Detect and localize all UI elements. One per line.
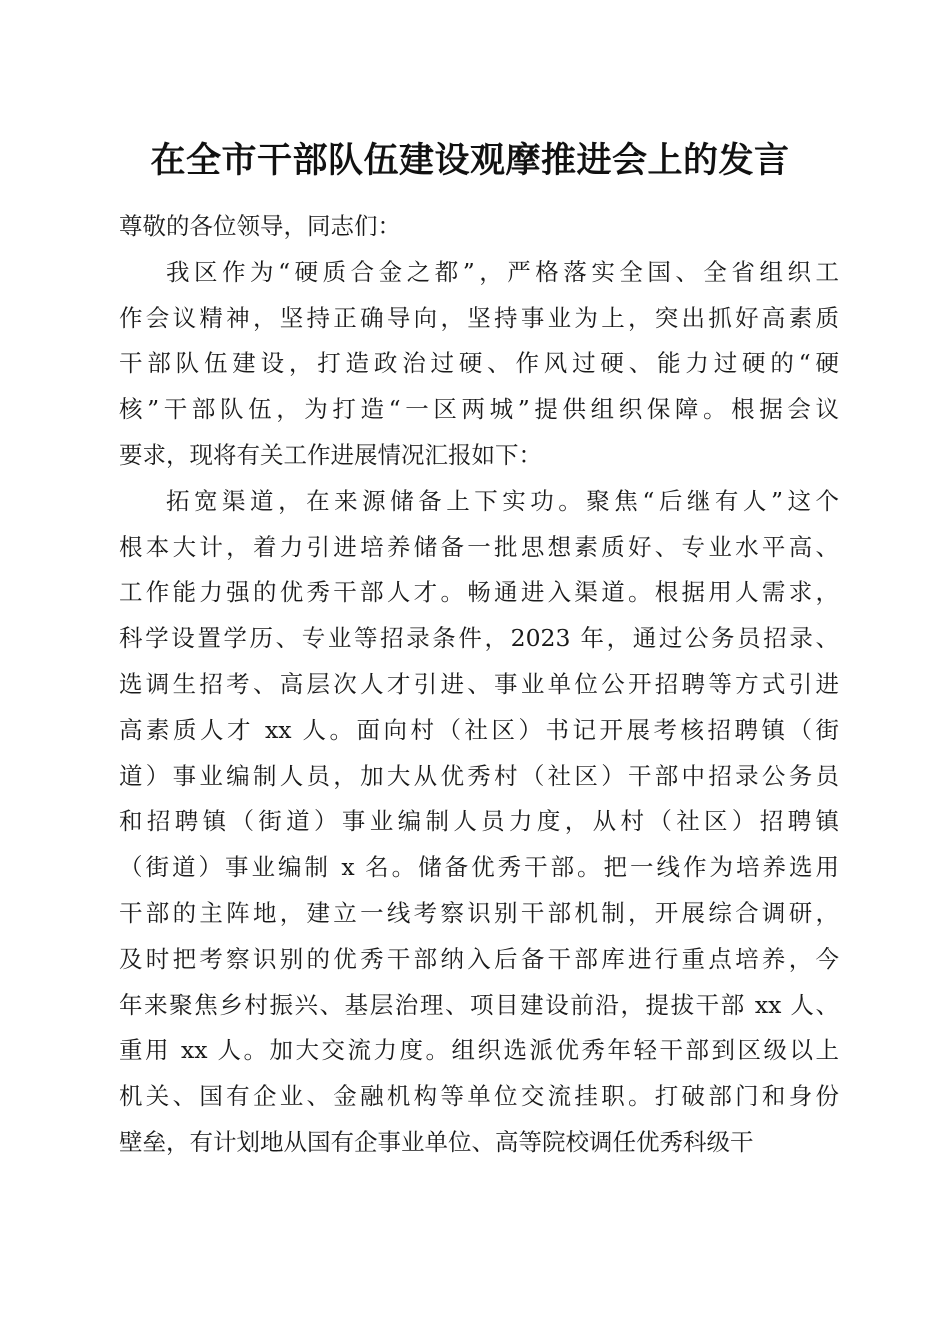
paragraph-line: 科学设置学历、专业等招录条件，2023 年，通过公务员招录、 <box>119 624 839 653</box>
paragraph-line: 我区作为“硬质合金之都”，严格落实全国、全省组织工 <box>166 257 839 286</box>
paragraph-line: 高素质人才 xx 人。面向村（社区）书记开展考核招聘镇（街 <box>119 715 839 744</box>
paragraph-line: （街道）事业编制 x 名。储备优秀干部。把一线作为培养选用 <box>119 853 839 882</box>
paragraph-line: 选调生招考、高层次人才引进、事业单位公开招聘等方式引进 <box>119 669 839 698</box>
paragraph-line: 机关、国有企业、金融机构等单位交流挂职。打破部门和身份 <box>119 1082 839 1111</box>
paragraph-line: 干部队伍建设，打造政治过硬、作风过硬、能力过硬的“硬 <box>119 349 839 378</box>
paragraph-line: 壁垒，有计划地从国有企事业单位、高等院校调任优秀科级干 <box>119 1127 754 1156</box>
paragraph-line: 重用 xx 人。加大交流力度。组织选派优秀年轻干部到区级以上 <box>119 1036 839 1065</box>
paragraph-line: 核”干部队伍，为打造“一区两城”提供组织保障。根据会议 <box>119 395 839 424</box>
paragraph-line: 及时把考察识别的优秀干部纳入后备干部库进行重点培养，今 <box>119 944 839 973</box>
document-title: 在全市干部队伍建设观摩推进会上的发言 <box>150 140 790 181</box>
paragraph-line: 道）事业编制人员，加大从优秀村（社区）干部中招录公务员 <box>119 761 839 790</box>
paragraph-line: 干部的主阵地，建立一线考察识别干部机制，开展综合调研， <box>119 898 839 927</box>
paragraph-line: 根本大计，着力引进培养储备一批思想素质好、专业水平高、 <box>119 532 839 561</box>
paragraph-line: 要求，现将有关工作进展情况汇报如下： <box>119 440 542 469</box>
paragraph-line: 工作能力强的优秀干部人才。畅通进入渠道。根据用人需求， <box>119 578 839 607</box>
paragraph-line: 拓宽渠道，在来源储备上下实功。聚焦“后继有人”这个 <box>166 486 839 515</box>
paragraph-line: 年来聚焦乡村振兴、基层治理、项目建设前沿，提拔干部 xx 人、 <box>119 990 839 1019</box>
paragraph-line: 和招聘镇（街道）事业编制人员力度，从村（社区）招聘镇 <box>119 807 839 836</box>
document-body <box>119 204 839 1166</box>
paragraph-line: 作会议精神，坚持正确导向，坚持事业为上，突出抓好高素质 <box>119 303 839 332</box>
salutation: 尊敬的各位领导，同志们： <box>119 212 401 240</box>
